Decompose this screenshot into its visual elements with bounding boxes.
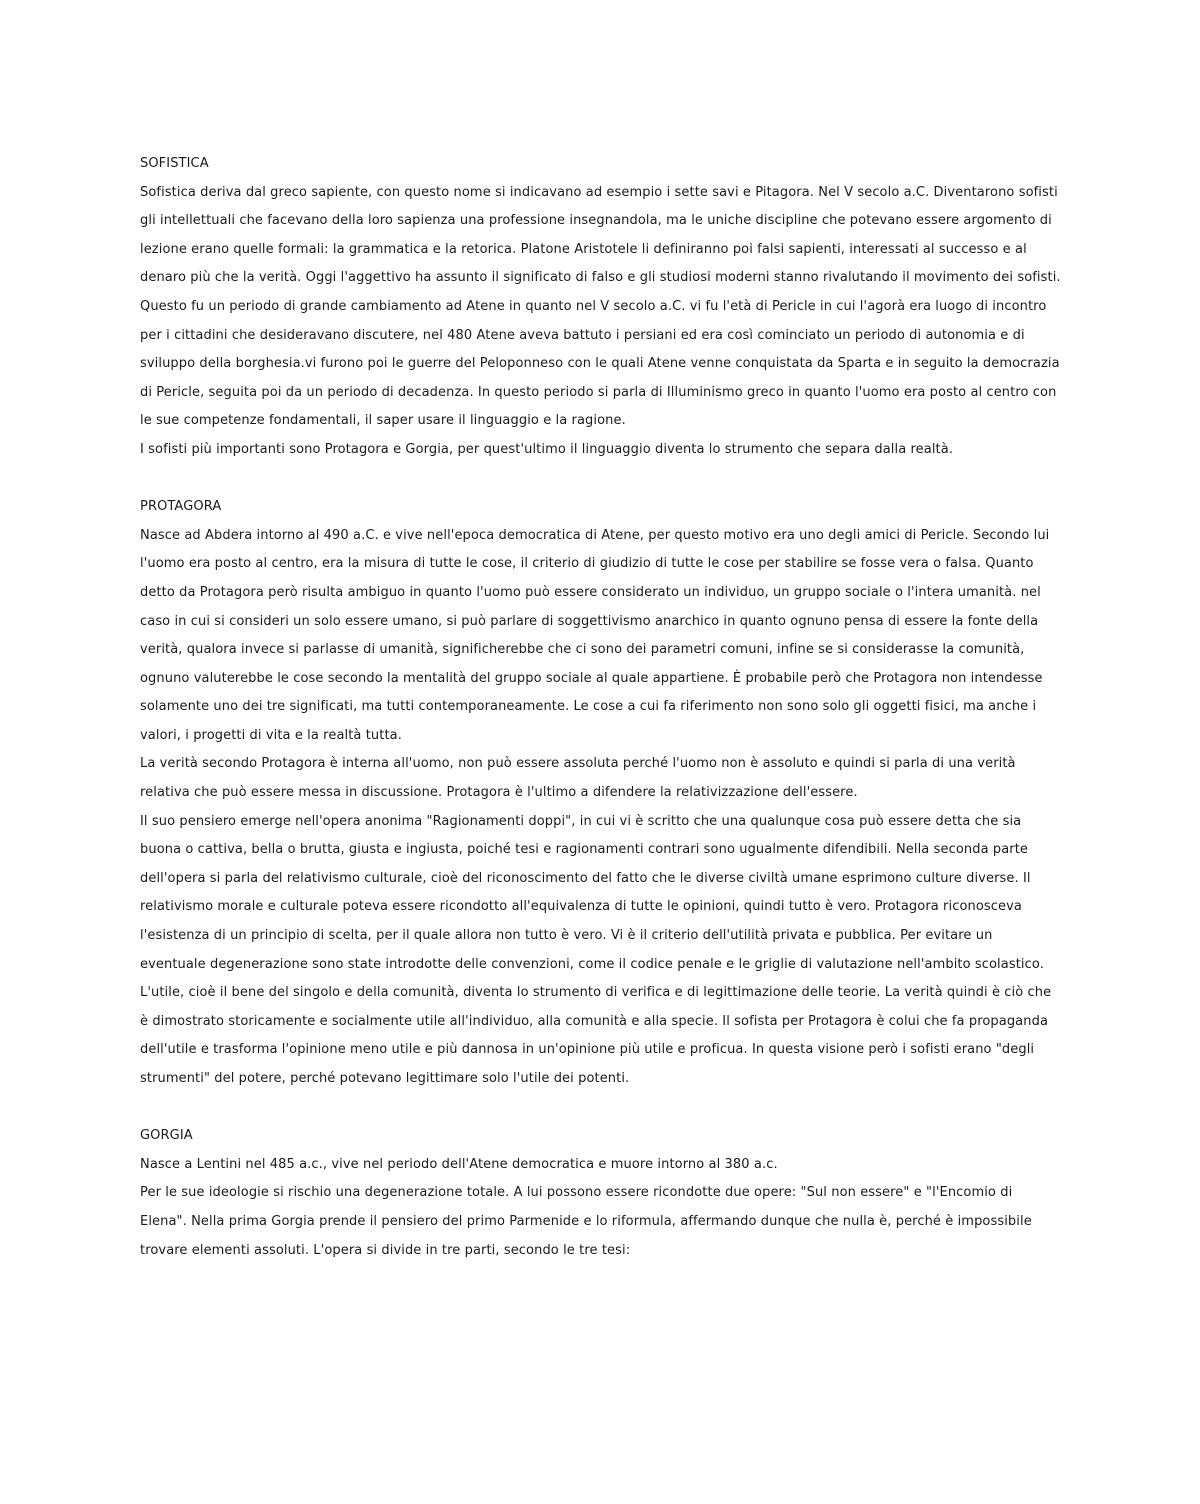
paragraph: I sofisti più importanti sono Protagora e Gorgia, per quest'ultimo il linguaggio diventa lo strumento che separa dalla realtà.	[140, 441, 954, 457]
paragraph: Questo fu un periodo di grande cambiamento ad Atene in quanto nel V secolo a.C. vi fu l'età di Pericle in cui l'agorà era luogo di incontro per i cittadini che desideravano discutere, nel 480 Atene aveva battuto i persiani ed era così cominciato un periodo di autonomia e di sviluppo della borghesia.vi furono poi le guerre del Peloponneso con le quali Atene venne conquistata da Sparta e in seguito la democrazia di Pericle, seguita poi da un periodo di decadenza. In questo periodo si parla di Illuminismo greco in quanto l'uomo era posto al centro con le sue competenze fondamentali, il saper usare il linguaggio e la ragione.	[140, 298, 1060, 429]
document-page	[140, 150, 1062, 1265]
section-heading: PROTAGORA	[140, 499, 222, 515]
section-protagora	[140, 493, 1062, 1093]
paragraph: Nasce a Lentini nel 485 a.c., vive nel periodo dell'Atene democratica e muore intorno al 380 a.c.	[140, 1156, 778, 1172]
paragraph: Il suo pensiero emerge nell'opera anonima "Ragionamenti doppi", in cui vi è scritto che una qualunque cosa può essere detta che sia buona o cattiva, bella o brutta, giusta e ingiusta, poiché tesi e ragionamenti contrari sono ugualmente difendibili. Nella seconda parte dell'opera si parla del relativismo culturale, cioè del riconoscimento del fatto che le diverse civiltà umane esprimono culture diverse. Il relativismo morale e culturale poteva essere ricondotto all'equivalenza di tutte le opinioni, quindi tutto è vero. Protagora riconosceva l'esistenza di un principio di scelta, per il quale allora non tutto è vero. Vi è il criterio dell'utilità privata e pubblica. Per evitare un eventuale degenerazione sono state introdotte delle convenzioni, come il codice penale e le griglie di valutazione nell'ambito scolastico. L'utile, cioè il bene del singolo e della comunità, diventa lo strumento di verifica e di legittimazione delle teorie. La verità quindi è ciò che è dimostrato storicamente e socialmente utile all'individuo, alla comunità e alla specie. Il sofista per Protagora è colui che fa propaganda dell'utile e trasforma l'opinione meno utile e più dannosa in un'opinione più utile e proficua. In questa visione però i sofisti erano "degli strumenti" del potere, perché potevano legittimare solo l'utile dei potenti.	[140, 813, 1052, 1086]
section-heading: SOFISTICA	[140, 156, 209, 171]
section-gorgia	[140, 1122, 1062, 1265]
section-sofistica	[140, 150, 1062, 465]
paragraph: Per le sue ideologie si rischio una degenerazione totale. A lui possono essere ricondotte due opere: "Sul non essere" e "l'Encomio di Elena". Nella prima Gorgia prende il pensiero del primo Parmenide e lo riformula, affermando dunque che nulla è, perché è impossibile trovare elementi assoluti. L'opera si divide in tre parti, secondo le tre tesi:	[140, 1185, 1032, 1258]
paragraph: Nasce ad Abdera intorno al 490 a.C. e vive nell'epoca democratica di Atene, per questo motivo era uno degli amici di Pericle. Secondo lui l'uomo era posto al centro, era la misura di tutte le cose, il criterio di giudizio di tutte le cose per stabilire se fosse vera o falsa. Quanto detto da Protagora però risulta ambiguo in quanto l'uomo può essere considerato un individuo, un gruppo sociale o l'intera umanità. nel caso in cui si consideri un solo essere umano, si può parlare di soggettivismo anarchico in quanto ognuno pensa di essere la fonte della verità, qualora invece si parlasse di umanità, significherebbe che ci sono dei parametri comuni, infine se si considerasse la comunità, ognuno valuterebbe le cose secondo la mentalità del gruppo sociale al quale appartiene. È probabile però che Protagora non intendesse solamente uno dei tre significati, ma tutti contemporaneamente. Le cose a cui fa riferimento non sono solo gli oggetti fisici, ma anche i valori, i progetti di vita e la realtà tutta.	[140, 527, 1050, 743]
paragraph: La verità secondo Protagora è interna all'uomo, non può essere assoluta perché l'uomo non è assoluto e quindi si parla di una verità relativa che può essere messa in discussione. Protagora è l'ultimo a difendere la relativizzazione dell'essere.	[140, 756, 1016, 801]
section-heading: GORGIA	[140, 1128, 193, 1144]
paragraph: Sofistica deriva dal greco sapiente, con questo nome si indicavano ad esempio i sette savi e Pitagora. Nel V secolo a.C. Diventarono sofisti gli intellettuali che facevano della loro sapienza una professione insegnandola, ma le uniche discipline che potevano essere argomento di lezione erano quelle formali: la grammatica e la retorica. Platone Aristotele li definiranno poi falsi sapienti, interessati al successo e al denaro più che la verità. Oggi l'aggettivo ha assunto il significato di falso e gli studiosi moderni stanno rivalutando il movimento dei sofisti.	[140, 184, 1061, 286]
